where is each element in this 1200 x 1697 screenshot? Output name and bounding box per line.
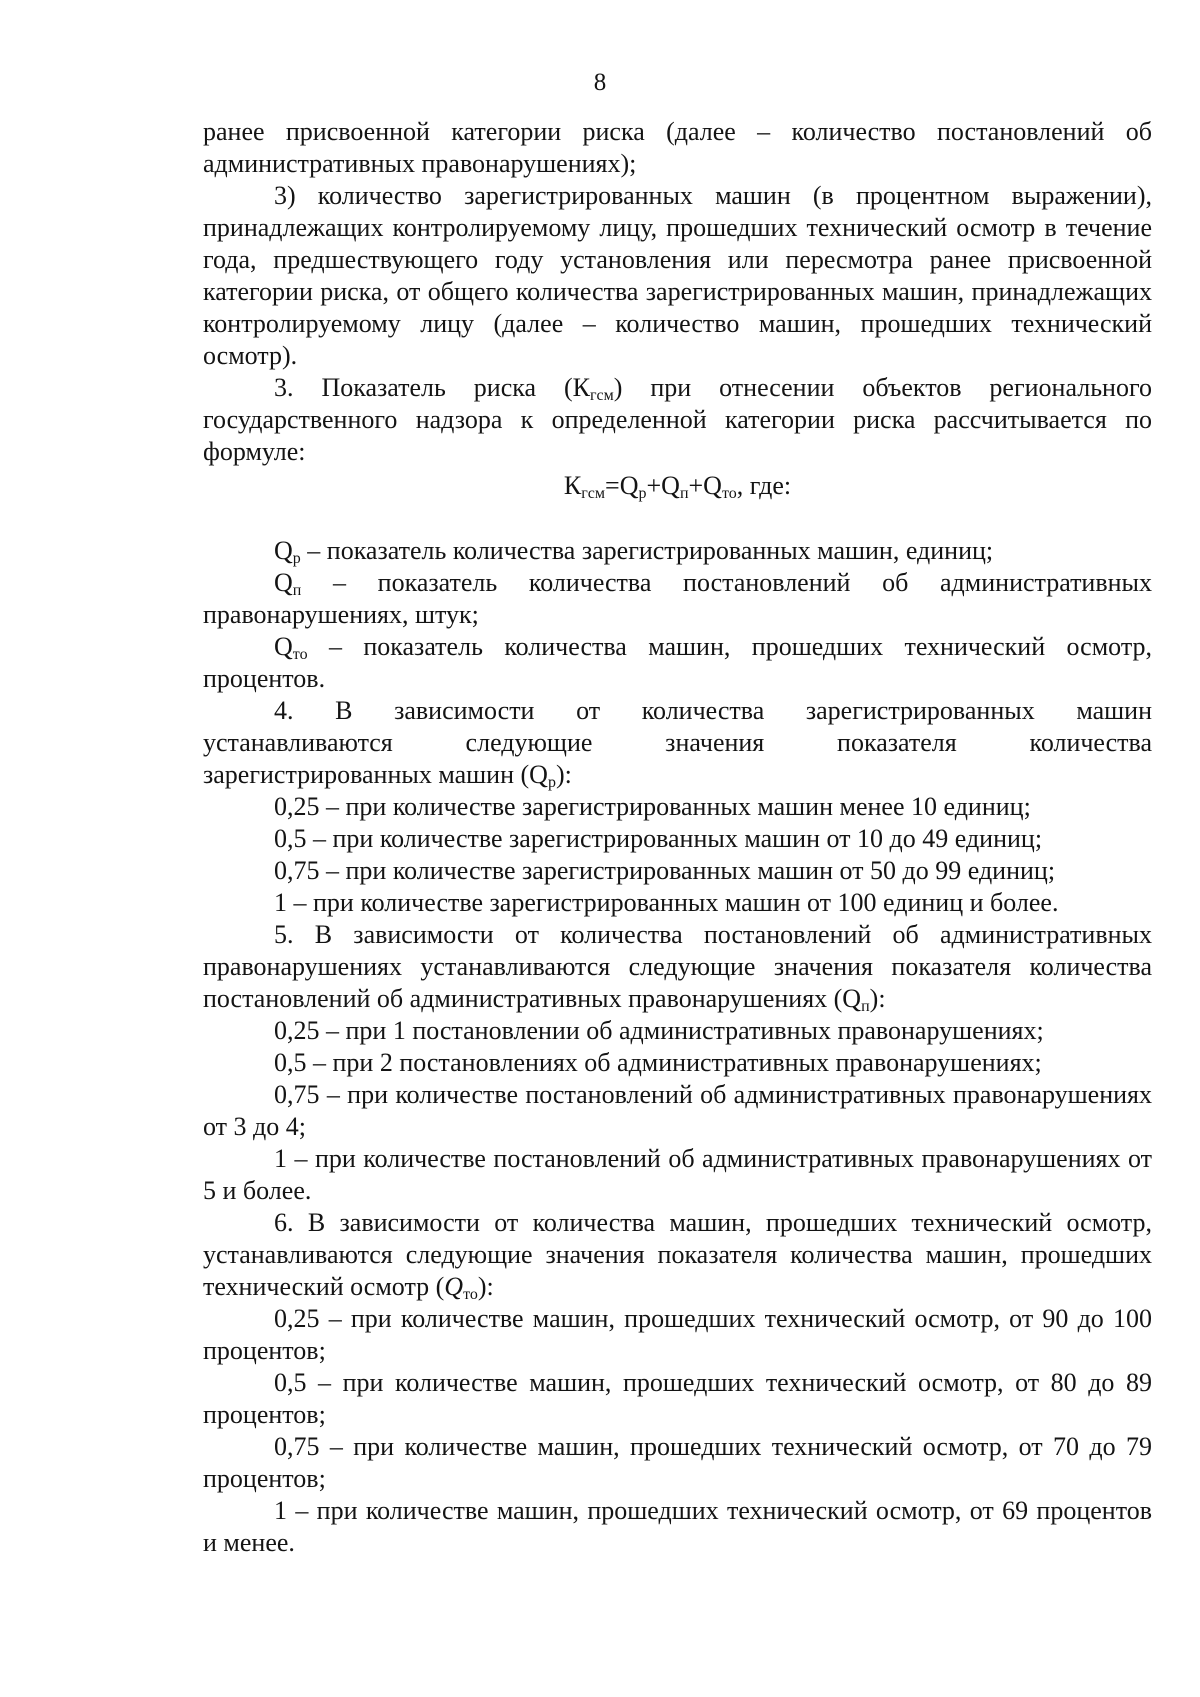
formula-q3: +Q bbox=[688, 471, 722, 500]
paragraph-4-line-3 bbox=[203, 759, 1152, 791]
def1-text: – показатель количества зарегистрированных машин, единиц; bbox=[300, 536, 994, 565]
page-number: 8 bbox=[593, 69, 607, 96]
p5-sub: п bbox=[861, 998, 870, 1015]
p6-text-after: ): bbox=[477, 1272, 494, 1301]
def1-symbol: Q bbox=[274, 536, 293, 565]
paragraph-5 bbox=[203, 919, 1152, 1015]
p6-sub: то bbox=[463, 1286, 478, 1303]
paragraph-item-3: 3) количество зарегистрированных машин (в процентном выражении), принадлежащих контролируемому лицу, прошедших технический осмотр в течение года, предшествующего году установления или пересмотра ранее присвоенной категории риска, от общего количества зарегистрированных машин, принадлежащих контролируемому лицу (далее – количество машин, прошедших технический осмотр). bbox=[203, 181, 1152, 370]
formula-q2-sub: п bbox=[679, 485, 689, 502]
p6-text-before: 6. В зависимости от количества машин, прошедших технический осмотр, устанавливаются следующие значения показателя количества машин, прошедших технический осмотр ( bbox=[203, 1208, 1152, 1301]
formula-q2: +Q bbox=[646, 471, 680, 500]
def2-text: – показатель количества постановлений об административных правонарушениях, штук; bbox=[203, 568, 1152, 629]
p3-subscript: гсм bbox=[589, 387, 614, 404]
formula-tail: , где: bbox=[736, 471, 792, 500]
formula-q3-sub: то bbox=[721, 485, 737, 502]
p6-item-2: 0,5 – при количестве машин, прошедших технический осмотр, от 80 до 89 процентов; bbox=[203, 1368, 1152, 1429]
p4-line3-sub: р bbox=[547, 774, 556, 791]
p5-item-4: 1 – при количестве постановлений об административных правонарушениях от 5 и более. bbox=[203, 1144, 1152, 1205]
formula-q1-sub: р bbox=[638, 485, 647, 502]
p4-item-1: 0,25 – при количестве зарегистрированных машин менее 10 единиц; bbox=[274, 792, 1031, 821]
p4-item-3: 0,75 – при количестве зарегистрированных машин от 50 до 99 единиц; bbox=[274, 856, 1056, 885]
formula-k-sub: гсм bbox=[581, 485, 606, 502]
p4-line3-before: зарегистрированных машин (Q bbox=[203, 760, 548, 789]
paragraph-continuation: ранее присвоенной категории риска (далее – количество постановлений об административных правонарушениях); bbox=[203, 117, 1152, 178]
p5-item-1: 0,25 – при 1 постановлении об административных правонарушениях; bbox=[274, 1016, 1044, 1045]
def3-text: – показатель количества машин, прошедших технический осмотр, процентов. bbox=[203, 632, 1152, 693]
paragraph-6 bbox=[203, 1207, 1152, 1303]
def3-symbol: Q bbox=[274, 632, 293, 661]
paragraph-3-risk-indicator bbox=[203, 372, 1152, 468]
paragraph-4-line-1: 4. В зависимости от количества зарегистрированных машин bbox=[274, 696, 1152, 725]
formula-k: К bbox=[563, 471, 582, 500]
definition-qr bbox=[203, 535, 1152, 567]
p4-item-4: 1 – при количестве зарегистрированных машин от 100 единиц и более. bbox=[274, 888, 1059, 917]
risk-formula bbox=[203, 470, 1152, 502]
p5-text-before: 5. В зависимости от количества постановлений об административных правонарушениях устанавливаются следующие значения показателя количества постановлений об административных правонарушениях (Q bbox=[203, 920, 1152, 1013]
p3-text-after: ) при отнесении объектов регионального государственного надзора к определенной категории риска рассчитывается по формуле: bbox=[203, 373, 1152, 466]
p6-symbol: Q bbox=[444, 1272, 464, 1301]
definition-qto bbox=[203, 631, 1152, 695]
def1-sub: р bbox=[292, 550, 301, 567]
paragraph-4-line-2: устанавливаются следующие значения показателя количества bbox=[203, 728, 1152, 757]
p5-item-3: 0,75 – при количестве постановлений об административных правонарушениях от 3 до 4; bbox=[203, 1080, 1152, 1141]
def3-sub: то bbox=[292, 646, 308, 663]
p6-item-4: 1 – при количестве машин, прошедших технический осмотр, от 69 процентов и менее. bbox=[203, 1496, 1152, 1557]
p3-text-before: 3. Показатель риска (К bbox=[274, 373, 590, 402]
p4-line3-after: ): bbox=[555, 760, 572, 789]
formula-q1: =Q bbox=[605, 471, 639, 500]
def2-sub: п bbox=[292, 582, 302, 599]
p6-item-3: 0,75 – при количестве машин, прошедших технический осмотр, от 70 до 79 процентов; bbox=[203, 1432, 1152, 1493]
p5-text-after: ): bbox=[869, 984, 886, 1013]
document-body bbox=[203, 116, 1152, 1559]
p6-item-1: 0,25 – при количестве машин, прошедших технический осмотр, от 90 до 100 процентов; bbox=[203, 1304, 1152, 1365]
def2-symbol: Q bbox=[274, 568, 293, 597]
p5-item-2: 0,5 – при 2 постановлениях об административных правонарушениях; bbox=[274, 1048, 1042, 1077]
definition-qp bbox=[203, 567, 1152, 631]
p4-item-2: 0,5 – при количестве зарегистрированных машин от 10 до 49 единиц; bbox=[274, 824, 1043, 853]
